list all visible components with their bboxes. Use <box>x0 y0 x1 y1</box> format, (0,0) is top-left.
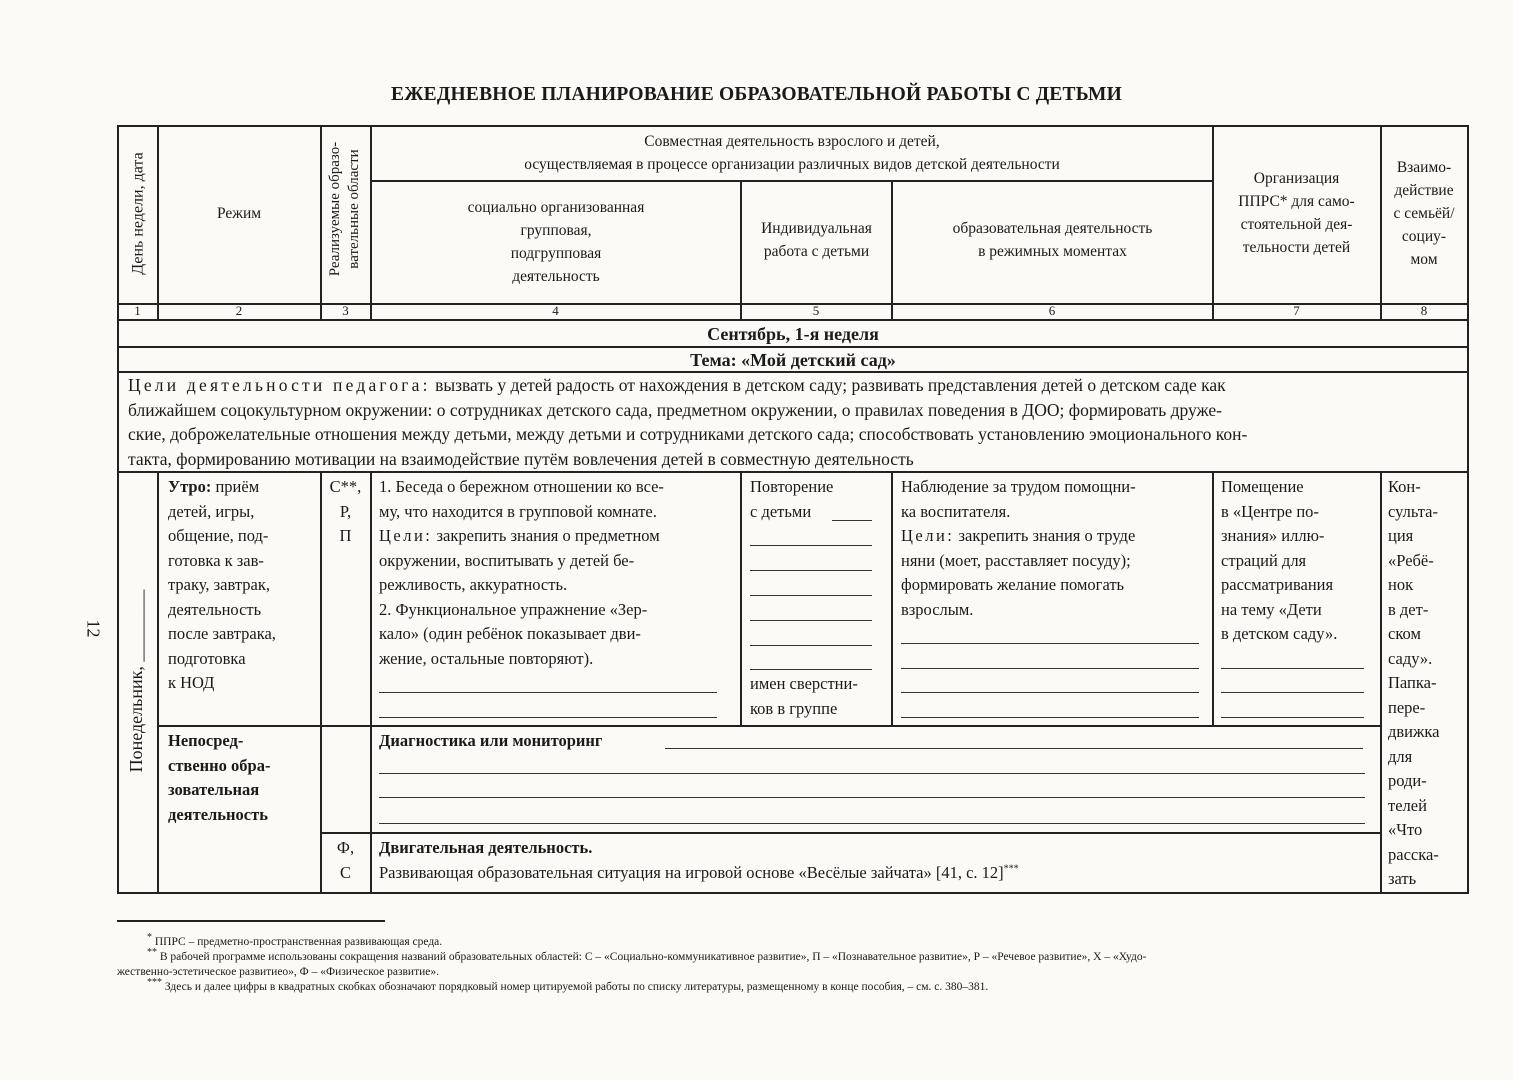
regime-bold-label: Утро: <box>168 477 212 496</box>
regime-line <box>168 475 318 500</box>
blank-field-line[interactable] <box>750 645 872 646</box>
pprs-line: Помещение <box>1221 477 1304 496</box>
regime-line: подготовка <box>168 648 246 668</box>
diagnostics-label: Диагностика или мониторинг <box>379 731 603 750</box>
morning-regime <box>168 475 318 696</box>
activity-line: 1. Беседа о бережном отношении ко все- <box>379 477 664 496</box>
morning-pprs <box>1221 475 1379 647</box>
footnote-item <box>117 932 1469 950</box>
footnote-divider <box>117 920 385 922</box>
footnotes <box>117 932 1469 995</box>
family-line: в дет- <box>1388 599 1429 619</box>
family-line: сульта- <box>1388 501 1438 521</box>
footnote-item <box>117 965 1469 980</box>
family-line: Кон- <box>1388 477 1421 496</box>
header-line: социально организованная <box>467 199 645 216</box>
family-line: роди- <box>1388 771 1427 790</box>
header-line: тельности детей <box>1242 239 1351 256</box>
activity-line <box>379 524 739 549</box>
family-line: расска- <box>1388 844 1439 864</box>
col-number: 3 <box>342 303 349 318</box>
footnote-item <box>117 947 1469 965</box>
footnote-ref[interactable]: *** <box>1003 863 1019 874</box>
blank-field-line[interactable] <box>1221 717 1364 718</box>
family-line: нок <box>1388 575 1414 594</box>
header-joint-activity <box>372 130 1212 176</box>
nod-line: деятельность <box>168 804 268 824</box>
activity-line: окружении, воспитывать у детей бе- <box>379 550 635 570</box>
page-number: 12 <box>83 619 104 638</box>
pprs-line: на тему «Дети <box>1221 599 1322 619</box>
family-line: зать <box>1388 869 1417 888</box>
footnote-text: В рабочей программе использованы сокращения названий образовательных областей: С – «Социально-коммуникативное развитие», П – «Познавательное развитие», Р – «Речевое развитие», Х – «Худо- <box>157 951 1147 963</box>
nod-regime <box>168 729 318 827</box>
header-line: групповая, <box>520 222 592 239</box>
header-line: Взаимо- <box>1396 159 1452 176</box>
header-line: деятельность <box>512 268 600 285</box>
area-code: П <box>339 526 352 545</box>
moment-line <box>901 524 1211 549</box>
regime-line: к НОД <box>168 673 215 692</box>
col-number: 7 <box>1293 303 1300 318</box>
activity-line: режливость, аккуратность. <box>379 575 568 594</box>
header-line: работа с детьми <box>763 243 870 260</box>
nod-line: зовательная <box>168 780 260 799</box>
goals-label: Цели деятельности педагога: <box>128 375 431 395</box>
moment-text: закрепить знания о труде <box>954 526 1136 545</box>
col-number: 4 <box>552 303 559 318</box>
footnote-text: жественно-эстетическое развитиео», Ф – «Физическое развитие». <box>117 966 439 978</box>
header-line: социу- <box>1401 228 1447 245</box>
activity-line: кало» (один ребёнок показывает дви- <box>379 624 641 643</box>
footnote-item <box>117 977 1469 995</box>
header-areas-line2: вательные области <box>346 149 362 269</box>
teacher-goals <box>128 373 1463 472</box>
goals-line: ближайшем соцокультурном окружении: о сотрудниках детского сада, предметном окружении, о правилах поведения в ДОО; формировать друже- <box>128 399 1222 420</box>
header-regime: Режим <box>216 205 262 222</box>
individual-line: с детьми <box>750 501 812 521</box>
goals-line: ские, доброжелательные отношения между детьми, между детьми и сотрудниками детского сада; способствовать установлению эмоционального кон- <box>128 424 1248 445</box>
family-line: Папка- <box>1388 673 1437 692</box>
blank-field-line[interactable] <box>750 669 872 670</box>
activity-line: му, что находится в групповой комнате. <box>379 501 657 521</box>
col-number: 6 <box>1048 303 1056 318</box>
regime-line: готовка к зав- <box>168 550 264 570</box>
morning-group-activity <box>379 475 739 671</box>
moment-line: Наблюдение за трудом помощни- <box>901 477 1136 496</box>
goals-label: Цели: <box>901 526 955 545</box>
col-number: 8 <box>1420 303 1428 318</box>
area-code: С <box>339 862 351 882</box>
col-number: 1 <box>134 303 141 318</box>
pprs-line: рассматривания <box>1221 575 1334 594</box>
regime-line: после завтрака, <box>168 624 276 643</box>
blank-field-line[interactable] <box>1221 668 1364 669</box>
nod-line: Непосред- <box>168 731 244 750</box>
header-pprs <box>1213 167 1380 259</box>
header-individual <box>742 217 891 263</box>
goals-text: вызвать у детей радость от нахождения в детском саду; развивать представления детей о детском саде как <box>430 375 1226 395</box>
col-number: 2 <box>235 303 243 318</box>
header-group-activity <box>372 196 740 288</box>
individual-line: ков в группе <box>750 698 838 718</box>
blank-field-line[interactable] <box>901 692 1199 693</box>
regime-line: деятельность <box>168 599 262 619</box>
header-joint-line1: Совместная деятельность взрослого и детей, <box>644 133 940 150</box>
area-code: С**, <box>329 477 362 496</box>
pprs-line: знания» иллю- <box>1221 526 1325 545</box>
individual-line: Повторение <box>750 477 834 496</box>
blank-field-line[interactable] <box>379 823 1365 824</box>
motor-title: Двигательная деятельность. <box>379 838 593 857</box>
blank-field-line[interactable] <box>750 620 872 621</box>
footnote-mark: ** <box>147 947 157 959</box>
footnote-text: Здесь и далее цифры в квадратных скобках обозначают порядковый номер цитируемой работы по списку литературы, размещенному в конце пособия, – см. с. 380–381. <box>162 981 989 993</box>
family-line: для <box>1388 746 1413 766</box>
header-regime-moments <box>893 217 1212 263</box>
blank-field-line[interactable] <box>750 570 872 571</box>
regime-line: детей, игры, <box>168 501 255 521</box>
morning-individual-work <box>750 475 890 524</box>
family-interaction <box>1388 475 1466 892</box>
family-line: пере- <box>1388 697 1426 717</box>
header-line: с семьёй/ <box>1393 205 1455 222</box>
moment-line: ка воспитателя. <box>901 501 1011 521</box>
blank-field-line[interactable] <box>1221 692 1364 693</box>
morning-regime-moments <box>901 475 1211 622</box>
family-line: движка <box>1388 722 1440 741</box>
footnote-text: ППРС – предметно-пространственная развивающая среда. <box>152 936 443 948</box>
col-number: 5 <box>812 303 820 318</box>
moment-line: няни (моет, расставляет посуду); <box>901 550 1131 570</box>
moment-line: формировать желание помогать <box>901 575 1125 594</box>
header-joint-line2: осуществляемая в процессе организации различных видов детской деятельности <box>524 156 1060 173</box>
header-line: подгрупповая <box>510 245 602 262</box>
blank-field-line[interactable] <box>901 643 1199 644</box>
blank-field-line[interactable] <box>379 717 717 718</box>
activity-line: 2. Функциональное упражнение «Зер- <box>379 599 648 619</box>
header-day-date: День недели, дата <box>129 152 147 275</box>
blank-field-line[interactable] <box>901 717 1199 718</box>
activity-text: закрепить знания о предметном <box>432 526 660 545</box>
blank-field-line[interactable] <box>665 748 1363 749</box>
goals-label: Цели: <box>379 526 433 545</box>
moment-line: взрослым. <box>901 599 974 619</box>
goals-line <box>128 373 1463 398</box>
header-line: Индивидуальная <box>761 220 872 237</box>
header-line: стоятельной дея- <box>1240 216 1353 233</box>
month-week-row: Сентябрь, 1-я неделя <box>707 324 879 344</box>
blank-field-line[interactable] <box>379 692 717 693</box>
nod-line: ственно обра- <box>168 755 271 775</box>
header-line: образовательная деятельность <box>952 220 1153 237</box>
regime-text: приём <box>211 477 260 496</box>
header-line: Организация <box>1253 170 1340 187</box>
blank-field-line[interactable] <box>832 520 872 521</box>
blank-field-line[interactable] <box>379 797 1365 798</box>
family-line: «Ребё- <box>1388 550 1434 570</box>
family-line: ском <box>1388 624 1421 643</box>
goals-line: такта, формированию мотивации на взаимодействие путём вовлечения детей в совместную деятельность <box>128 449 914 470</box>
morning-individual-work-end <box>750 672 890 721</box>
regime-line: общение, под- <box>168 526 269 545</box>
family-line: ция <box>1388 526 1414 545</box>
area-code: Р, <box>339 501 352 521</box>
pprs-line: в «Центре по- <box>1221 501 1319 521</box>
motor-areas <box>321 836 370 885</box>
motor-text: Развивающая образовательная ситуация на игровой основе «Весёлые зайчата» [41, с. 12] <box>379 862 1004 882</box>
area-code: Ф, <box>336 838 355 857</box>
header-areas-line1: Реализуемые образо- <box>327 141 343 277</box>
header-line: в режимных моментах <box>978 243 1127 260</box>
blank-field-line[interactable] <box>750 595 872 596</box>
motor-activity <box>379 836 1369 885</box>
family-line: «Что <box>1388 820 1423 839</box>
theme-row: Тема: «Мой детский сад» <box>690 350 896 370</box>
blank-field-line[interactable] <box>379 773 1365 774</box>
header-areas <box>326 114 364 304</box>
activity-line: жение, остальные повторяют). <box>379 648 594 668</box>
pprs-line: страций для <box>1221 550 1307 570</box>
day-of-week-label[interactable]: Понедельник, ________ <box>126 589 146 773</box>
individual-line: имен сверстни- <box>750 674 858 693</box>
motor-text-line <box>379 861 1369 886</box>
family-line: саду». <box>1388 648 1433 668</box>
family-line: телей <box>1388 795 1427 815</box>
blank-field-line[interactable] <box>901 668 1199 669</box>
header-family <box>1381 156 1467 271</box>
footnote-mark: *** <box>147 977 162 989</box>
footnote-mark: * <box>147 932 152 944</box>
header-line: действие <box>1394 182 1454 199</box>
header-line: ППРС* для само- <box>1238 193 1355 210</box>
header-line: мом <box>1410 251 1438 268</box>
pprs-line: в детском саду». <box>1221 624 1338 643</box>
page-title: ЕЖЕДНЕВНОЕ ПЛАНИРОВАНИЕ ОБРАЗОВАТЕЛЬНОЙ РАБОТЫ С ДЕТЬМИ <box>390 84 1123 105</box>
blank-field-line[interactable] <box>750 545 872 546</box>
regime-line: траку, завтрак, <box>168 575 270 594</box>
morning-areas <box>321 475 370 549</box>
